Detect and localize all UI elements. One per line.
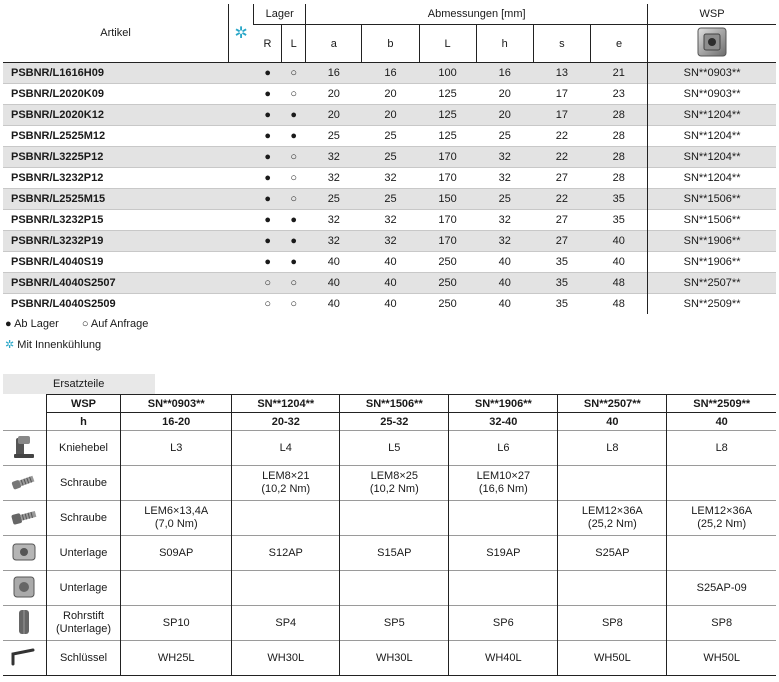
article-code: PSBNR/L3232P12 (3, 168, 229, 189)
stock-l: ○ (282, 84, 306, 105)
cooling-cell (229, 105, 254, 126)
dim-s: 35 (533, 252, 590, 273)
part-value: SP8 (667, 606, 776, 641)
legend-ab-lager: ● Ab Lager (5, 318, 59, 330)
cooling-cell (229, 147, 254, 168)
dim-s: 17 (533, 84, 590, 105)
part-name: Kniehebel (46, 431, 120, 466)
part-value: LEM12×36A (25,2 Nm) (558, 501, 667, 536)
dim-h: 32 (476, 231, 533, 252)
dim-s: 35 (533, 273, 590, 294)
cooling-cell (229, 126, 254, 147)
dim-b: 32 (362, 210, 419, 231)
stock-r: ● (254, 189, 282, 210)
legend-stock (5, 318, 148, 330)
part-value: LEM6×13,4A (7,0 Nm) (121, 501, 232, 536)
dim-s: 22 (533, 189, 590, 210)
dim-b: 32 (362, 168, 419, 189)
stock-r: ● (254, 168, 282, 189)
insert-image (648, 25, 776, 63)
part-name: Schraube (46, 466, 120, 501)
article-code: PSBNR/L2020K09 (3, 84, 229, 105)
part-value: L8 (667, 431, 776, 466)
dim-length: 170 (419, 168, 476, 189)
spare-wsp-4: SN**2507** (558, 395, 667, 413)
spare-wsp-2: SN**1506** (340, 395, 449, 413)
part-value: L8 (558, 431, 667, 466)
dim-a: 40 (306, 294, 362, 315)
part-value (558, 571, 667, 606)
cooling-cell (229, 84, 254, 105)
spare-row (3, 641, 776, 676)
article-table (3, 4, 776, 314)
article-code: PSBNR/L4040S19 (3, 252, 229, 273)
article-code: PSBNR/L3232P15 (3, 210, 229, 231)
dim-h: 32 (476, 147, 533, 168)
part-value: WH30L (340, 641, 449, 676)
col-abmessungen: Abmessungen [mm] (306, 4, 648, 25)
table-row (3, 294, 776, 315)
snowflake-icon: ✲ (234, 25, 248, 42)
part-value: L6 (449, 431, 558, 466)
dim-b: 20 (362, 84, 419, 105)
col-wsp: WSP (648, 4, 776, 25)
part-value (449, 501, 558, 536)
table-row (3, 273, 776, 294)
part-value: LEM8×21 (10,2 Nm) (232, 466, 340, 501)
dim-a: 40 (306, 252, 362, 273)
stock-l: ○ (282, 168, 306, 189)
stock-r: ● (254, 210, 282, 231)
article-code: PSBNR/L2525M15 (3, 189, 229, 210)
wsp-code: SN**0903** (648, 63, 776, 84)
spare-h-3: 32-40 (449, 413, 558, 431)
part-value: WH50L (667, 641, 776, 676)
wsp-code: SN**1204** (648, 147, 776, 168)
dim-length: 170 (419, 231, 476, 252)
dim-a: 25 (306, 126, 362, 147)
part-value: S25AP-09 (667, 571, 776, 606)
cooling-cell (229, 294, 254, 315)
dim-length: 125 (419, 84, 476, 105)
dim-h: 32 (476, 210, 533, 231)
dim-h: 20 (476, 84, 533, 105)
dim-s: 13 (533, 63, 590, 84)
stock-l: ○ (282, 189, 306, 210)
dim-h: 32 (476, 168, 533, 189)
stock-r: ● (254, 126, 282, 147)
article-code: PSBNR/L2020K12 (3, 105, 229, 126)
part-value: WH30L (232, 641, 340, 676)
part-value (232, 501, 340, 536)
dim-b: 32 (362, 231, 419, 252)
insert-icon (695, 25, 729, 59)
table-row (3, 168, 776, 189)
part-name: Schlüssel (46, 641, 120, 676)
cooling-cell (229, 231, 254, 252)
dim-length: 250 (419, 294, 476, 315)
part-value: WH25L (121, 641, 232, 676)
table-row (3, 126, 776, 147)
table-row (3, 84, 776, 105)
sub-r: R (254, 25, 282, 63)
table-row (3, 189, 776, 210)
part-value (340, 501, 449, 536)
dim-h: 40 (476, 252, 533, 273)
dim-length: 125 (419, 105, 476, 126)
sub-a: a (306, 25, 362, 63)
wsp-code: SN**2507** (648, 273, 776, 294)
cooling-cell (229, 168, 254, 189)
part-value: SP5 (340, 606, 449, 641)
part-value (121, 571, 232, 606)
spare-row (3, 536, 776, 571)
part-value: WH40L (449, 641, 558, 676)
spare-h-5: 40 (667, 413, 776, 431)
dim-a: 25 (306, 189, 362, 210)
dim-length: 150 (419, 189, 476, 210)
dim-e: 28 (590, 105, 647, 126)
dim-s: 35 (533, 294, 590, 315)
dim-length: 250 (419, 273, 476, 294)
part-name: Schraube (46, 501, 120, 536)
legend-auf-anfrage: ○ Auf Anfrage (81, 318, 149, 330)
stock-l: ● (282, 210, 306, 231)
part-value: LEM10×27 (16,6 Nm) (449, 466, 558, 501)
key-icon (3, 641, 46, 676)
table-row (3, 105, 776, 126)
part-value: SP6 (449, 606, 558, 641)
screw-short-icon (3, 466, 46, 501)
part-value: WH50L (558, 641, 667, 676)
dim-h: 25 (476, 189, 533, 210)
screw-long-icon (3, 501, 46, 536)
dim-a: 32 (306, 210, 362, 231)
part-value (667, 466, 776, 501)
dim-a: 32 (306, 168, 362, 189)
spare-wsp-1: SN**1204** (232, 395, 340, 413)
dim-e: 40 (590, 231, 647, 252)
dim-b: 25 (362, 126, 419, 147)
part-value: SP8 (558, 606, 667, 641)
wsp-code: SN**0903** (648, 84, 776, 105)
wsp-code: SN**1204** (648, 126, 776, 147)
legend-cooling (5, 338, 101, 351)
sub-s: s (533, 25, 590, 63)
dim-a: 32 (306, 147, 362, 168)
part-name: Rohrstift (Unterlage) (46, 606, 120, 641)
dim-s: 22 (533, 147, 590, 168)
dim-e: 28 (590, 126, 647, 147)
wsp-code: SN**1204** (648, 105, 776, 126)
stock-l: ● (282, 231, 306, 252)
dim-e: 48 (590, 273, 647, 294)
spare-parts-tab: Ersatzteile (3, 374, 155, 394)
stock-r: ● (254, 147, 282, 168)
wsp-code: SN**1506** (648, 210, 776, 231)
article-code: PSBNR/L4040S2509 (3, 294, 229, 315)
stock-r: ● (254, 105, 282, 126)
stock-r: ● (254, 252, 282, 273)
sub-length: L (419, 25, 476, 63)
table-row (3, 231, 776, 252)
dim-s: 17 (533, 105, 590, 126)
dim-e: 23 (590, 84, 647, 105)
dim-a: 32 (306, 231, 362, 252)
wsp-code: SN**2509** (648, 294, 776, 315)
spare-row (3, 466, 776, 501)
stock-r: ○ (254, 294, 282, 315)
stock-r: ● (254, 84, 282, 105)
cooling-header (229, 4, 254, 63)
dim-e: 28 (590, 147, 647, 168)
pin-icon (3, 606, 46, 641)
dim-b: 16 (362, 63, 419, 84)
part-value (340, 571, 449, 606)
dim-e: 35 (590, 189, 647, 210)
dim-b: 40 (362, 252, 419, 273)
dim-e: 35 (590, 210, 647, 231)
dim-b: 40 (362, 273, 419, 294)
lever-icon (3, 431, 46, 466)
part-value: S12AP (232, 536, 340, 571)
dim-b: 40 (362, 294, 419, 315)
col-lager: Lager (254, 4, 306, 25)
cooling-cell (229, 252, 254, 273)
part-value (558, 466, 667, 501)
part-value: L3 (121, 431, 232, 466)
part-value: S25AP (558, 536, 667, 571)
dim-e: 40 (590, 252, 647, 273)
spare-row (3, 606, 776, 641)
cooling-cell (229, 210, 254, 231)
spare-parts-table (3, 394, 776, 676)
wsp-code: SN**1906** (648, 252, 776, 273)
dim-s: 27 (533, 210, 590, 231)
sub-e: e (590, 25, 647, 63)
col-artikel: Artikel (3, 4, 229, 63)
stock-l: ○ (282, 273, 306, 294)
dim-a: 16 (306, 63, 362, 84)
dim-h: 25 (476, 126, 533, 147)
article-code: PSBNR/L3225P12 (3, 147, 229, 168)
dim-length: 100 (419, 63, 476, 84)
dim-a: 20 (306, 105, 362, 126)
part-value: LEM8×25 (10,2 Nm) (340, 466, 449, 501)
cooling-cell (229, 273, 254, 294)
spare-wsp-0: SN**0903** (121, 395, 232, 413)
spare-h-1: 20-32 (232, 413, 340, 431)
dim-e: 21 (590, 63, 647, 84)
part-value (232, 571, 340, 606)
spare-h-label: h (46, 413, 120, 431)
spare-h-4: 40 (558, 413, 667, 431)
spare-wsp-5: SN**2509** (667, 395, 776, 413)
part-value: S19AP (449, 536, 558, 571)
table-row (3, 252, 776, 273)
stock-l: ● (282, 126, 306, 147)
dim-e: 28 (590, 168, 647, 189)
part-value (121, 466, 232, 501)
part-value: SP4 (232, 606, 340, 641)
dim-s: 27 (533, 231, 590, 252)
stock-r: ● (254, 63, 282, 84)
sub-l: L (282, 25, 306, 63)
dim-b: 25 (362, 147, 419, 168)
sub-b: b (362, 25, 419, 63)
spare-row (3, 501, 776, 536)
spare-wsp-3: SN**1906** (449, 395, 558, 413)
spare-h-0: 16-20 (121, 413, 232, 431)
article-code: PSBNR/L3232P19 (3, 231, 229, 252)
wsp-code: SN**1506** (648, 189, 776, 210)
stock-l: ● (282, 252, 306, 273)
article-code: PSBNR/L2525M12 (3, 126, 229, 147)
table-row (3, 210, 776, 231)
part-value: S15AP (340, 536, 449, 571)
spare-wsp-label: WSP (46, 395, 120, 413)
part-value: L5 (340, 431, 449, 466)
part-name: Unterlage (46, 571, 120, 606)
dim-h: 16 (476, 63, 533, 84)
article-code: PSBNR/L1616H09 (3, 63, 229, 84)
part-value (449, 571, 558, 606)
table-row (3, 147, 776, 168)
dim-length: 250 (419, 252, 476, 273)
spare-h-2: 25-32 (340, 413, 449, 431)
wsp-code: SN**1906** (648, 231, 776, 252)
dim-e: 48 (590, 294, 647, 315)
dim-s: 22 (533, 126, 590, 147)
stock-l: ● (282, 105, 306, 126)
cooling-cell (229, 189, 254, 210)
snowflake-icon: ✲ (5, 339, 15, 351)
spare-row (3, 571, 776, 606)
dim-h: 40 (476, 294, 533, 315)
dim-length: 125 (419, 126, 476, 147)
shim-square-icon (3, 571, 46, 606)
dim-h: 40 (476, 273, 533, 294)
sub-h: h (476, 25, 533, 63)
dim-length: 170 (419, 147, 476, 168)
dim-s: 27 (533, 168, 590, 189)
stock-r: ○ (254, 273, 282, 294)
stock-l: ○ (282, 147, 306, 168)
part-value: S09AP (121, 536, 232, 571)
dim-b: 20 (362, 105, 419, 126)
dim-a: 20 (306, 84, 362, 105)
spare-row (3, 431, 776, 466)
dim-b: 25 (362, 189, 419, 210)
stock-l: ○ (282, 63, 306, 84)
dim-a: 40 (306, 273, 362, 294)
part-value (667, 536, 776, 571)
part-value: L4 (232, 431, 340, 466)
table-row (3, 63, 776, 84)
cooling-cell (229, 63, 254, 84)
shim-icon (3, 536, 46, 571)
stock-r: ● (254, 231, 282, 252)
legend-innen: Mit Innenkühlung (17, 339, 102, 351)
part-name: Unterlage (46, 536, 120, 571)
stock-l: ○ (282, 294, 306, 315)
part-value: LEM12×36A (25,2 Nm) (667, 501, 776, 536)
dim-h: 20 (476, 105, 533, 126)
part-value: SP10 (121, 606, 232, 641)
dim-length: 170 (419, 210, 476, 231)
wsp-code: SN**1204** (648, 168, 776, 189)
article-code: PSBNR/L4040S2507 (3, 273, 229, 294)
